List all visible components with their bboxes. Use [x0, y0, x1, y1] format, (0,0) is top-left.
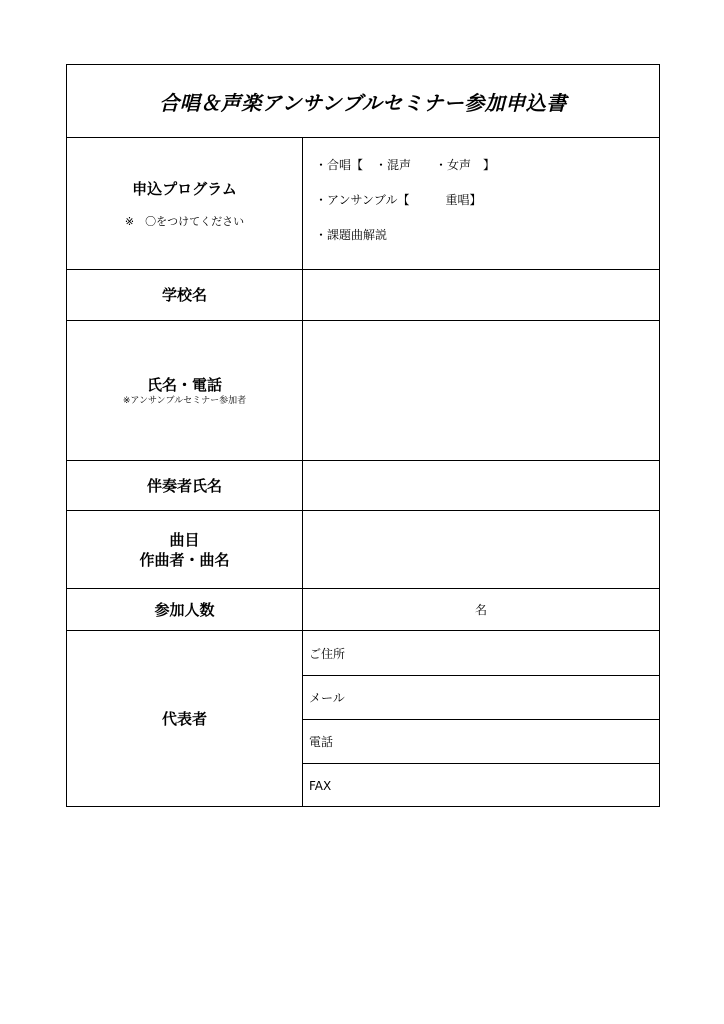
piece-row [67, 510, 659, 588]
phone-field[interactable]: 電話 [303, 719, 659, 763]
school-label-cell [67, 270, 303, 320]
email-field[interactable]: メール [303, 675, 659, 719]
participants-label: 参加人数 [154, 600, 215, 619]
program-note: ※ 〇をつけてください [124, 214, 245, 228]
accompanist-field[interactable] [303, 461, 659, 510]
program-options-cell[interactable] [303, 138, 659, 269]
representative-row [67, 630, 659, 806]
representative-label-cell [67, 631, 303, 806]
representative-label: 代表者 [161, 709, 207, 728]
participants-label-cell [67, 589, 303, 630]
application-form [66, 64, 660, 807]
school-label: 学校名 [161, 286, 207, 304]
accompanist-label-cell [67, 461, 303, 510]
piece-label-cell [67, 511, 303, 588]
participants-unit: 名 [474, 603, 487, 617]
accompanist-label: 伴奏者氏名 [146, 476, 222, 495]
participants-row [67, 588, 659, 630]
participants-field[interactable] [303, 589, 659, 630]
piece-label-line1: 曲目 [169, 530, 200, 549]
program-option-ensemble[interactable]: ・アンサンブル【 重唱】 [315, 193, 482, 207]
name-phone-label-cell [67, 321, 303, 460]
name-phone-label: 氏名・電話 [146, 375, 222, 394]
title-row [67, 65, 659, 137]
name-phone-row [67, 320, 659, 460]
piece-field[interactable] [303, 511, 659, 588]
name-phone-note: ※アンサンブルセミナー参加者 [122, 395, 247, 406]
name-phone-field[interactable] [303, 321, 659, 460]
program-option-lecture[interactable]: ・課題曲解説 [315, 228, 388, 242]
program-row [67, 137, 659, 269]
program-option-choir[interactable]: ・合唱【 ・混声 ・女声 】 [315, 158, 496, 172]
program-label-cell [67, 138, 303, 269]
program-label: 申込プログラム [132, 179, 237, 198]
address-field[interactable]: ご住所 [309, 646, 346, 661]
accompanist-row [67, 460, 659, 510]
piece-label-line2: 作曲者・曲名 [139, 550, 230, 569]
form-title: 合唱＆声楽アンサンブルセミナー参加申込書 [159, 90, 567, 115]
representative-fields [303, 631, 659, 806]
school-row [67, 269, 659, 320]
school-field[interactable] [303, 270, 659, 320]
fax-field[interactable]: FAX [303, 763, 659, 807]
